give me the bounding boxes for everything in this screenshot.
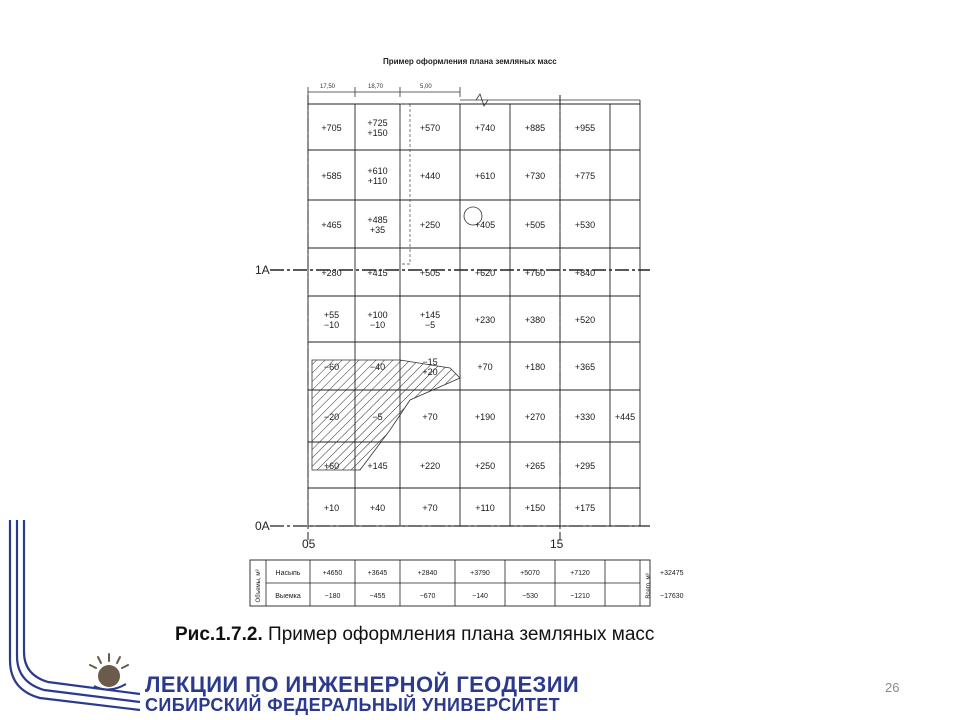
summary-cell-value: +3645 [367,570,388,577]
footer-university-name: СИБИРСКИЙ ФЕДЕРАЛЬНЫЙ УНИВЕРСИТЕТ [145,695,561,715]
grid-cell-value: +150 [524,503,546,513]
summary-cell-value: −455 [369,593,386,600]
summary-total-value: −17630 [660,593,684,600]
grid-cell-value: +530 [574,220,596,230]
grid-cell-value: +620 [474,268,496,278]
university-emblem-icon [86,652,132,698]
grid-cell-value: +775 [574,171,596,181]
zero-point-marker [464,207,482,225]
grid-cell-value: +55 [323,310,340,320]
grid-cell-value: +505 [419,268,441,278]
grid-cell-value: +250 [419,220,441,230]
grid-cell-value: +180 [524,362,546,372]
grid-cell-value: −5 [424,320,436,330]
grid-cell-value: +405 [474,220,496,230]
grid-cell-value: +885 [524,123,546,133]
grid-cell-value: +70 [422,412,438,422]
grid-cell-value: +145 [419,310,441,320]
grid-cell-value: −10 [369,320,386,330]
summary-row-label: Насыпь [275,570,301,577]
summary-row-header: Объемы, м³ [256,569,262,603]
grid-cell-value: +280 [321,268,342,278]
grid-cell-value: +10 [323,503,340,513]
summary-cell-value: +5070 [520,570,540,577]
grid-cell-value: +110 [367,176,388,186]
grid-cell-value: +730 [524,171,546,181]
top-dim-3: 5,00 [420,84,432,90]
summary-cell-value: −180 [324,593,341,600]
summary-cell-value: +3790 [470,570,490,577]
grid-cell-value: +40 [369,503,386,513]
axis-label-1a: 1А [255,263,270,277]
grid-cell-value: +610 [367,166,388,176]
summary-cell-value: +2840 [417,570,438,577]
grid-cell-value: +365 [574,362,596,372]
grid-cell-value: +145 [367,461,388,471]
grid-cell-value: +440 [419,171,441,181]
caption-number: Рис.1.7.2. [175,624,263,645]
grid-cell-value: +610 [474,171,496,181]
grid-cell-value: +465 [321,220,342,230]
summary-total-value: +32475 [660,570,684,577]
summary-row-label: Выемка [275,593,301,600]
top-dim-1: 17,50 [320,84,336,90]
grid-cell-value: −5 [372,412,383,422]
grid-cell-value: −15 [422,357,438,367]
slope-strip [400,104,410,264]
summary-cell-value: +7120 [570,570,590,577]
axis-label-05: 05 [302,537,316,551]
page-number: 26 [885,680,900,695]
grid-cell-value: −20 [323,412,340,422]
grid-cell-value: +265 [524,461,546,471]
grid-cell-value: +175 [574,503,596,513]
grid-cell-value: +110 [475,503,495,513]
grid-cell-value: +740 [474,123,496,133]
grid-cell-value: +725 [367,118,388,128]
earthwork-plan-drawing [250,70,684,630]
grid-cell-value: +840 [574,268,596,278]
summary-cell-value: +4650 [322,570,343,577]
grid-cell-value: +760 [524,268,546,278]
grid-cell-value: +415 [367,268,388,278]
grid-cell-value: +955 [574,123,596,133]
figure-caption [175,624,654,646]
grid-cell-value: −10 [323,320,340,330]
grid-cell-value: +585 [321,171,342,181]
summary-cell-value: −1210 [570,593,590,600]
grid-cell-value: +270 [524,412,546,422]
caption-text: Пример оформления плана земляных масс [268,624,655,645]
grid-cell-value: +380 [524,315,546,325]
axis-label-0a: 0А [255,519,270,533]
grid-cell-value: +250 [474,461,496,471]
footer-course-title: ЛЕКЦИИ ПО ИНЖЕНЕРНОЙ ГЕОДЕЗИИ [145,672,580,697]
summary-total-header: Всего, м³ [646,573,652,599]
grid-cell-value: +20 [422,367,438,377]
axis-label-15: 15 [550,537,564,551]
grid-cell-value: +190 [474,412,496,422]
grid-cell-value: +570 [419,123,441,133]
grid-cell-value: +60 [323,461,340,471]
earthwork-plan-figure [250,70,684,630]
grid-cell-value: +295 [574,461,596,471]
grid-cell-value: +705 [321,123,342,133]
grid-cell-value: −40 [369,362,386,372]
summary-cell-value: −530 [522,593,538,600]
grid-cell-value: +70 [477,362,493,372]
grid-cell-value: +485 [367,215,388,225]
summary-cell-value: −140 [472,593,488,600]
grid-cell-value: +100 [367,310,388,320]
figure-title: Пример оформления плана земляных масс [383,57,557,66]
summary-cell-value: −670 [419,593,436,600]
grid-cell-value: +70 [422,503,438,513]
grid-cell-value: +230 [474,315,496,325]
grid-cell-value: +150 [367,128,388,138]
grid-cell-value: +35 [369,225,386,235]
grid-cell-value: +445 [614,412,636,422]
top-dim-2: 18,70 [368,84,384,90]
grid-cell-value: +220 [419,461,441,471]
grid-cell-value: −60 [323,362,340,372]
grid-cell-value: +505 [524,220,546,230]
grid-cell-value: +520 [574,315,596,325]
grid-cell-value: +330 [574,412,596,422]
